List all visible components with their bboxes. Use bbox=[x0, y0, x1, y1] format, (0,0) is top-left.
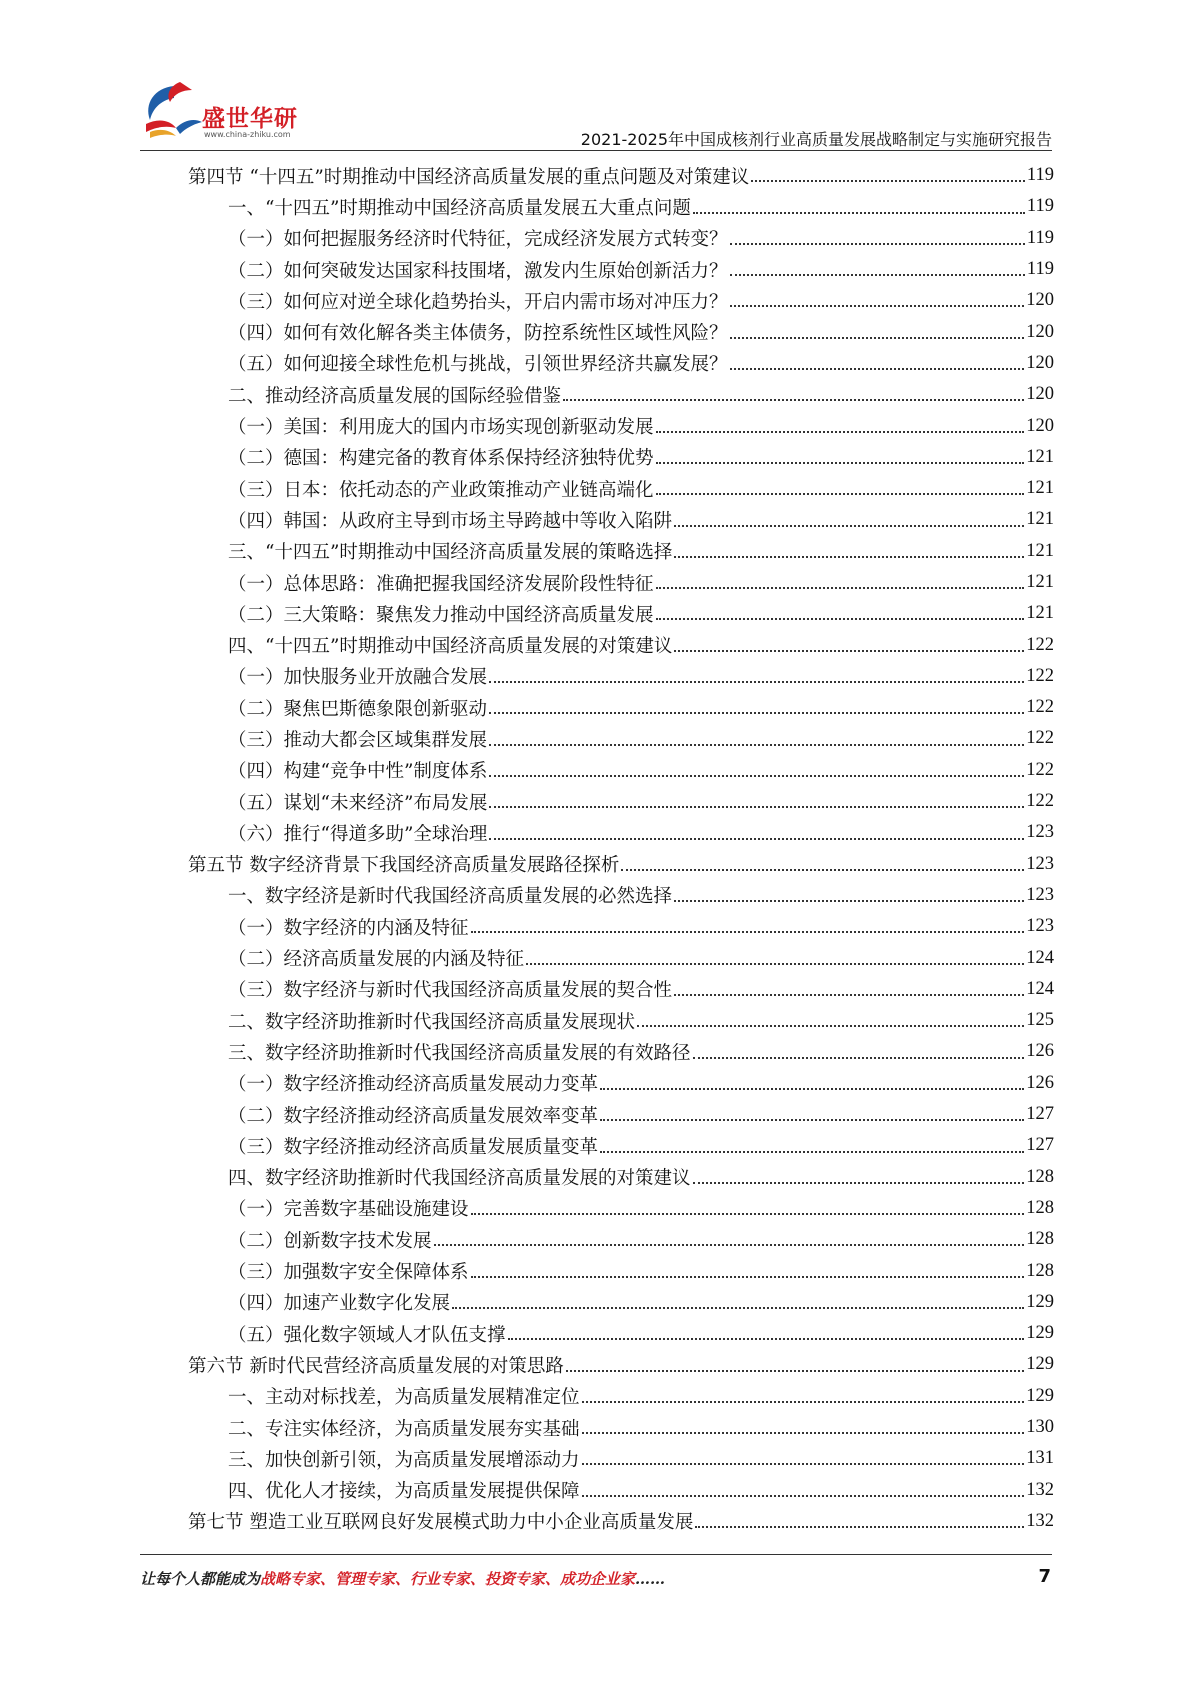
toc-entry[interactable] bbox=[188, 755, 1054, 786]
toc-leader-dots bbox=[566, 1369, 1024, 1372]
toc-entry-page: 123 bbox=[1026, 853, 1054, 874]
toc-entry-title: （一）总体思路：准确把握我国经济发展阶段性特征 bbox=[228, 573, 654, 595]
toc-leader-dots bbox=[674, 993, 1024, 996]
toc-entry-page: 124 bbox=[1026, 947, 1054, 968]
toc-leader-dots bbox=[582, 1431, 1025, 1434]
toc-leader-dots bbox=[489, 774, 1024, 777]
footer-slogan-highlight: 战略专家、管理专家、行业专家、投资专家、成功企业家 bbox=[260, 1570, 636, 1588]
toc-entry-page: 119 bbox=[1026, 165, 1054, 186]
toc-entry-title: 三、“十四五”时期推动中国经济高质量发展的策略选择 bbox=[228, 542, 673, 564]
toc-entry-page: 119 bbox=[1026, 259, 1054, 280]
toc-leader-dots bbox=[656, 492, 1025, 495]
toc-entry-page: 129 bbox=[1026, 1323, 1054, 1344]
toc-entry-page: 126 bbox=[1026, 1072, 1054, 1093]
toc-entry-title: （二）创新数字技术发展 bbox=[228, 1230, 432, 1252]
toc-entry-page: 128 bbox=[1026, 1229, 1054, 1250]
toc-leader-dots bbox=[489, 711, 1024, 714]
toc-entry-page: 122 bbox=[1026, 665, 1054, 686]
toc-entry[interactable] bbox=[188, 911, 1054, 942]
toc-entry-title: （一）如何把握服务经济时代特征，完成经济发展方式转变？ bbox=[228, 229, 728, 251]
toc-entry-page: 121 bbox=[1026, 478, 1054, 499]
report-title: 2021-2025年中国成核剂行业高质量发展战略制定与实施研究报告 bbox=[580, 130, 1052, 149]
toc-leader-dots bbox=[600, 1118, 1024, 1121]
toc-entry-page: 124 bbox=[1026, 978, 1054, 999]
toc-entry-title: （四）构建“竞争中性”制度体系 bbox=[228, 761, 488, 783]
logo-name: 盛世华研 bbox=[202, 106, 298, 132]
toc-entry[interactable] bbox=[188, 1005, 1054, 1036]
toc-leader-dots bbox=[471, 1212, 1025, 1215]
toc-entry[interactable] bbox=[188, 629, 1054, 660]
toc-entry-page: 122 bbox=[1026, 791, 1054, 812]
toc-entry[interactable] bbox=[188, 379, 1054, 410]
toc-leader-dots bbox=[489, 837, 1024, 840]
toc-entry-title: 第四节 “十四五”时期推动中国经济高质量发展的重点问题及对策建议 bbox=[188, 166, 750, 188]
toc-leader-dots bbox=[489, 680, 1024, 683]
toc-entry-page: 119 bbox=[1026, 196, 1054, 217]
toc-entry[interactable] bbox=[188, 598, 1054, 629]
toc-entry-page: 120 bbox=[1026, 415, 1054, 436]
toc-leader-dots bbox=[695, 1525, 1024, 1528]
toc-leader-dots bbox=[674, 899, 1024, 902]
toc-leader-dots bbox=[489, 805, 1024, 808]
toc-entry[interactable] bbox=[188, 536, 1054, 567]
toc-entry[interactable] bbox=[188, 817, 1054, 848]
toc-leader-dots bbox=[563, 398, 1024, 401]
toc-leader-dots bbox=[621, 868, 1024, 871]
header-divider bbox=[140, 150, 1052, 151]
toc-entry-page: 121 bbox=[1026, 572, 1054, 592]
footer-slogan-suffix: …… bbox=[635, 1570, 666, 1588]
toc-entry-title: （一）加快服务业开放融合发展 bbox=[228, 667, 488, 689]
toc-entry-title: （四）如何有效化解各类主体债务，防控系统性区域性风险？ bbox=[228, 323, 728, 345]
toc-entry-title: （五）谋划“未来经济”布局发展 bbox=[228, 792, 488, 814]
toc-entry[interactable] bbox=[188, 1349, 1054, 1380]
toc-entry[interactable] bbox=[188, 1443, 1054, 1474]
toc-entry-page: 123 bbox=[1026, 916, 1054, 937]
toc-entry-title: （四）加速产业数字化发展 bbox=[228, 1293, 451, 1315]
toc-leader-dots bbox=[730, 336, 1025, 339]
toc-entry[interactable] bbox=[188, 1318, 1054, 1349]
toc-entry[interactable] bbox=[188, 1193, 1054, 1224]
toc-entry-title: （二）三大策略：聚焦发力推动中国经济高质量发展 bbox=[228, 604, 654, 626]
toc-entry-page: 121 bbox=[1026, 603, 1054, 624]
toc-entry[interactable] bbox=[188, 1224, 1054, 1255]
toc-entry-title: （五）如何迎接全球性危机与挑战，引领世界经济共赢发展？ bbox=[228, 354, 728, 376]
footer-slogan bbox=[140, 1568, 665, 1589]
toc-leader-dots bbox=[693, 1181, 1025, 1184]
toc-entry-page: 131 bbox=[1026, 1448, 1054, 1469]
toc-entry-title: （二）数字经济推动经济高质量发展效率变革 bbox=[228, 1105, 599, 1127]
toc-entry-page: 129 bbox=[1026, 1354, 1054, 1375]
toc-entry-page: 120 bbox=[1026, 290, 1054, 311]
toc-entry-title: （三）数字经济推动经济高质量发展质量变革 bbox=[228, 1136, 599, 1158]
toc-entry-page: 128 bbox=[1026, 1166, 1054, 1187]
toc-leader-dots bbox=[582, 1462, 1025, 1465]
toc-entry[interactable] bbox=[188, 1381, 1054, 1412]
toc-entry-title: （四）韩国：从政府主导到市场主导跨越中等收入陷阱 bbox=[228, 510, 673, 532]
toc-leader-dots bbox=[730, 273, 1025, 276]
logo-url: www.china-zhiku.com bbox=[204, 130, 291, 139]
toc-entry-page: 120 bbox=[1026, 352, 1054, 373]
toc-entry-title: （二）德国：构建完备的教育体系保持经济独特优势 bbox=[228, 448, 654, 470]
toc-entry-page: 126 bbox=[1026, 1041, 1054, 1062]
toc-leader-dots bbox=[582, 1400, 1025, 1403]
toc-entry-page: 128 bbox=[1026, 1260, 1054, 1281]
toc-entry[interactable] bbox=[188, 1506, 1054, 1537]
toc-entry-page: 129 bbox=[1026, 1291, 1054, 1312]
toc-entry-title: （二）经济高质量发展的内涵及特征 bbox=[228, 949, 525, 971]
toc-entry[interactable] bbox=[188, 316, 1054, 347]
toc-entry-title: 二、数字经济助推新时代我国经济高质量发展现状 bbox=[228, 1011, 636, 1033]
toc-leader-dots bbox=[730, 304, 1025, 307]
toc-entry[interactable] bbox=[188, 974, 1054, 1005]
toc-entry[interactable] bbox=[188, 1068, 1054, 1099]
toc-leader-dots bbox=[600, 1087, 1024, 1090]
toc-leader-dots bbox=[656, 586, 1025, 589]
toc-leader-dots bbox=[434, 1243, 1025, 1246]
toc-entry[interactable] bbox=[188, 786, 1054, 817]
logo-emblem-icon bbox=[140, 80, 206, 146]
toc-entry[interactable] bbox=[188, 254, 1054, 285]
toc-leader-dots bbox=[730, 242, 1025, 245]
toc-entry[interactable] bbox=[188, 849, 1054, 880]
toc-entry-title: （五）强化数字领域人才队伍支撑 bbox=[228, 1324, 506, 1346]
toc-leader-dots bbox=[582, 1494, 1025, 1497]
toc-entry-title: 三、数字经济助推新时代我国经济高质量发展的有效路径 bbox=[228, 1042, 691, 1064]
toc-entry[interactable] bbox=[188, 348, 1054, 379]
toc-entry-title: 二、专注实体经济，为高质量发展夯实基础 bbox=[228, 1418, 580, 1440]
toc-entry-page: 123 bbox=[1026, 822, 1054, 843]
toc-entry[interactable] bbox=[188, 223, 1054, 254]
toc-entry-title: （二）如何突破发达国家科技围堵，激发内生原始创新活力？ bbox=[228, 260, 728, 282]
toc-entry-page: 121 bbox=[1026, 509, 1054, 530]
page-header bbox=[140, 80, 1052, 150]
toc-entry-page: 119 bbox=[1026, 227, 1054, 248]
toc-entry[interactable] bbox=[188, 504, 1054, 535]
toc-entry[interactable] bbox=[188, 1255, 1054, 1286]
toc-leader-dots bbox=[674, 524, 1024, 527]
toc-entry-page: 129 bbox=[1026, 1385, 1054, 1406]
toc-entry-title: 第六节 新时代民营经济高质量发展的对策思路 bbox=[188, 1355, 564, 1377]
toc-entry-page: 132 bbox=[1026, 1479, 1054, 1500]
toc-entry-page: 127 bbox=[1026, 1104, 1054, 1125]
toc-leader-dots bbox=[471, 1275, 1025, 1278]
toc-entry[interactable] bbox=[188, 1099, 1054, 1130]
toc-entry-title: （六）推行“得道多助”全球治理 bbox=[228, 823, 488, 845]
toc-entry-page: 127 bbox=[1026, 1135, 1054, 1156]
toc-entry-title: （一）完善数字基础设施建设 bbox=[228, 1199, 469, 1221]
toc-entry-title: 四、优化人才接续，为高质量发展提供保障 bbox=[228, 1481, 580, 1503]
toc-entry-title: 四、“十四五”时期推动中国经济高质量发展的对策建议 bbox=[228, 636, 673, 658]
toc-entry[interactable] bbox=[188, 160, 1054, 191]
toc-leader-dots bbox=[508, 1337, 1025, 1340]
toc-leader-dots bbox=[489, 743, 1024, 746]
toc-entry-title: 一、“十四五”时期推动中国经济高质量发展五大重点问题 bbox=[228, 197, 691, 219]
toc-leader-dots bbox=[526, 962, 1024, 965]
footer-divider bbox=[140, 1554, 1052, 1555]
toc-entry[interactable] bbox=[188, 1412, 1054, 1443]
toc-entry[interactable] bbox=[188, 692, 1054, 723]
toc-entry-title: 第七节 塑造工业互联网良好发展模式助力中小企业高质量发展 bbox=[188, 1512, 694, 1534]
toc-leader-dots bbox=[693, 211, 1025, 214]
toc-leader-dots bbox=[600, 1150, 1024, 1153]
toc-entry[interactable] bbox=[188, 880, 1054, 911]
toc-entry[interactable] bbox=[188, 942, 1054, 973]
toc-entry[interactable] bbox=[188, 442, 1054, 473]
toc-leader-dots bbox=[674, 555, 1024, 558]
toc-leader-dots bbox=[674, 649, 1024, 652]
toc-entry[interactable] bbox=[188, 285, 1054, 316]
toc-leader-dots bbox=[656, 461, 1025, 464]
toc-leader-dots bbox=[656, 430, 1025, 433]
toc-entry[interactable] bbox=[188, 1130, 1054, 1161]
table-of-contents bbox=[188, 160, 1054, 1537]
toc-entry-page: 130 bbox=[1026, 1417, 1054, 1438]
footer-slogan-prefix: 让每个人都能成为 bbox=[140, 1570, 261, 1588]
page-number: 7 bbox=[1038, 1566, 1051, 1587]
toc-entry-page: 123 bbox=[1026, 884, 1054, 905]
toc-entry-title: 一、数字经济是新时代我国经济高质量发展的必然选择 bbox=[228, 886, 673, 908]
toc-entry[interactable] bbox=[188, 1036, 1054, 1067]
toc-entry-title: 四、数字经济助推新时代我国经济高质量发展的对策建议 bbox=[228, 1168, 691, 1190]
toc-entry[interactable] bbox=[188, 661, 1054, 692]
toc-entry-page: 120 bbox=[1026, 321, 1054, 342]
toc-entry-page: 132 bbox=[1026, 1510, 1054, 1531]
toc-leader-dots bbox=[471, 930, 1025, 933]
toc-entry-page: 121 bbox=[1026, 540, 1054, 561]
toc-entry-page: 120 bbox=[1026, 384, 1054, 405]
toc-entry-title: （一）数字经济推动经济高质量发展动力变革 bbox=[228, 1074, 599, 1096]
toc-entry-title: 第五节 数字经济背景下我国经济高质量发展路径探析 bbox=[188, 855, 620, 877]
toc-entry-page: 128 bbox=[1026, 1197, 1054, 1218]
toc-entry[interactable] bbox=[188, 567, 1054, 598]
toc-entry[interactable] bbox=[188, 1162, 1054, 1193]
toc-entry-title: （一）数字经济的内涵及特征 bbox=[228, 917, 469, 939]
toc-entry-title: （三）数字经济与新时代我国经济高质量发展的契合性 bbox=[228, 980, 673, 1002]
toc-entry-page: 122 bbox=[1026, 728, 1054, 749]
toc-entry-page: 122 bbox=[1026, 634, 1054, 655]
toc-entry-page: 121 bbox=[1026, 446, 1054, 467]
toc-entry-title: （二）聚焦巴斯德象限创新驱动 bbox=[228, 698, 488, 720]
toc-entry[interactable] bbox=[188, 1474, 1054, 1505]
company-logo bbox=[140, 80, 310, 146]
toc-entry-title: 一、主动对标找差，为高质量发展精准定位 bbox=[228, 1387, 580, 1409]
toc-entry-title: （一）美国：利用庞大的国内市场实现创新驱动发展 bbox=[228, 417, 654, 439]
toc-leader-dots bbox=[693, 1056, 1025, 1059]
toc-entry-title: （三）加强数字安全保障体系 bbox=[228, 1262, 469, 1284]
toc-entry-page: 125 bbox=[1026, 1010, 1054, 1031]
toc-entry[interactable] bbox=[188, 191, 1054, 222]
toc-leader-dots bbox=[656, 617, 1025, 620]
toc-entry-title: （三）推动大都会区域集群发展 bbox=[228, 729, 488, 751]
toc-leader-dots bbox=[751, 179, 1025, 182]
toc-entry[interactable] bbox=[188, 410, 1054, 441]
toc-leader-dots bbox=[730, 367, 1025, 370]
toc-leader-dots bbox=[637, 1024, 1024, 1027]
toc-entry-title: （三）日本：依托动态的产业政策推动产业链高端化 bbox=[228, 479, 654, 501]
toc-leader-dots bbox=[452, 1306, 1024, 1309]
toc-entry-title: 三、加快创新引领，为高质量发展增添动力 bbox=[228, 1449, 580, 1471]
toc-entry[interactable] bbox=[188, 1287, 1054, 1318]
toc-entry-title: 二、推动经济高质量发展的国际经验借鉴 bbox=[228, 385, 562, 407]
toc-entry[interactable] bbox=[188, 473, 1054, 504]
toc-entry-page: 122 bbox=[1026, 759, 1054, 780]
toc-entry-page: 122 bbox=[1026, 697, 1054, 718]
toc-entry[interactable] bbox=[188, 723, 1054, 754]
toc-entry-title: （三）如何应对逆全球化趋势抬头，开启内需市场对冲压力？ bbox=[228, 291, 728, 313]
